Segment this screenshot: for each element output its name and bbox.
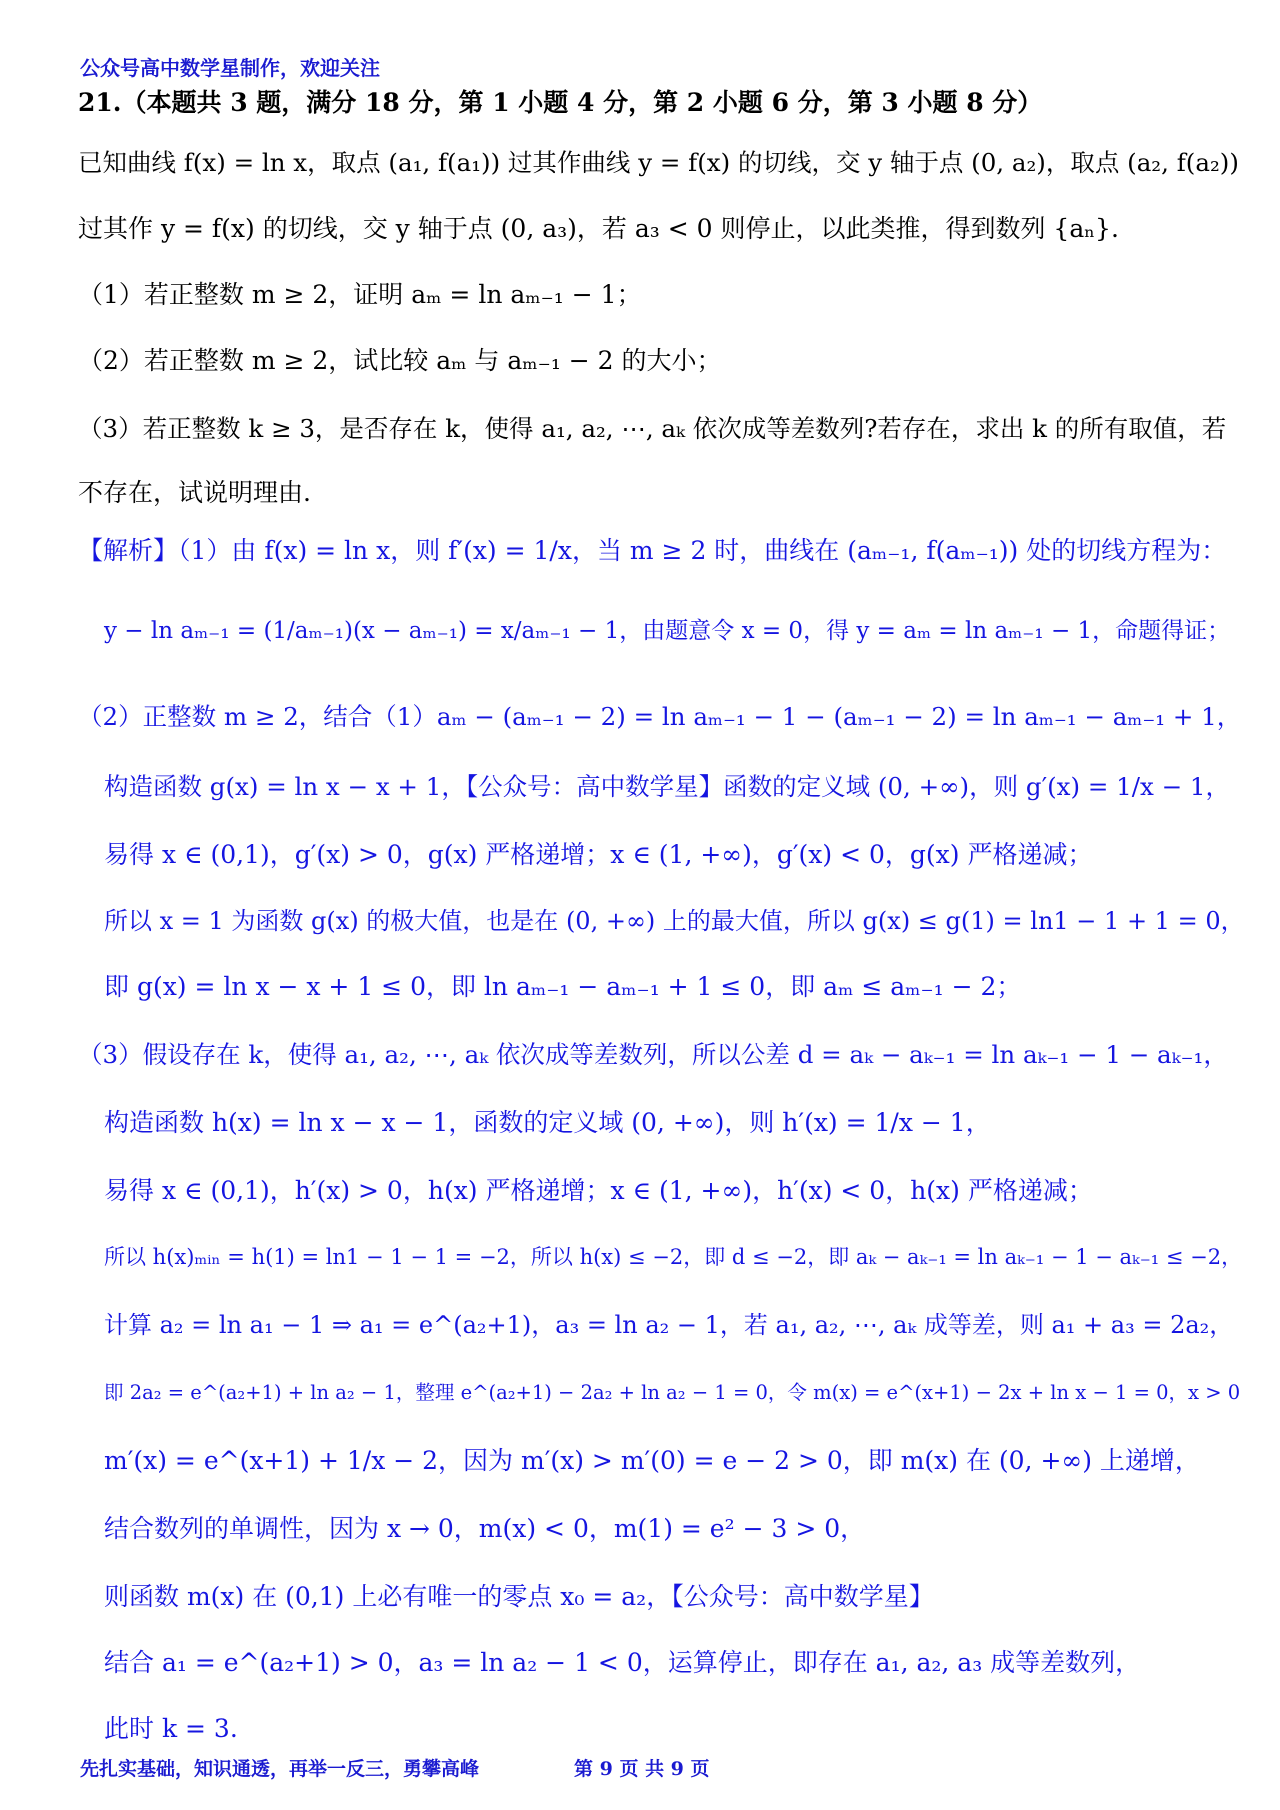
solution-line-17: 结合 a₁ = e^(a₂+1) > 0，a₃ = ln a₂ − 1 < 0，运算停止，即存在 a₁, a₂, a₃ 成等差数列， xyxy=(104,1648,1141,1677)
solution-line-12: 计算 a₂ = ln a₁ − 1 ⇒ a₁ = e^(a₂+1)，a₃ = ln a₂ − 1，若 a₁, a₂, ⋯, aₖ 成等差，则 a₁ + a₃ = 2a₂， xyxy=(104,1311,1234,1339)
question-3-line-1: （3）若正整数 k ≥ 3，是否存在 k，使得 a₁, a₂, ⋯, aₖ 依次成等差数列?若存在，求出 k 的所有取值，若 xyxy=(78,414,1227,443)
solution-line-7: 即 g(x) = ln x − x + 1 ≤ 0，即 ln aₘ₋₁ − aₘ₋₁ + 1 ≤ 0，即 aₘ ≤ aₘ₋₁ − 2； xyxy=(104,972,1022,1001)
solution-line-18: 此时 k = 3. xyxy=(104,1714,238,1743)
solution-line-8: （3）假设存在 k，使得 a₁, a₂, ⋯, aₖ 依次成等差数列，所以公差 d = aₖ − aₖ₋₁ = ln aₖ₋₁ − 1 − aₖ₋₁， xyxy=(78,1040,1228,1069)
solution-line-1: 【解析】（1）由 f(x) = ln x，则 f′(x) = 1/x，当 m ≥ 2 时，曲线在 (aₘ₋₁, f(aₘ₋₁)) 处的切线方程为： xyxy=(78,536,1227,565)
solution-line-15: 结合数列的单调性，因为 x → 0，m(x) < 0，m(1) = e² − 3 > 0， xyxy=(104,1514,866,1543)
solution-line-11: 所以 h(x)ₘᵢₙ = h(1) = ln1 − 1 − 1 = −2，所以 h(x) ≤ −2，即 d ≤ −2，即 aₖ − aₖ₋₁ = ln aₖ₋₁ − 1 − aₖ₋₁ ≤ −2， xyxy=(104,1245,1243,1269)
solution-line-3: （2）正整数 m ≥ 2，结合（1）aₘ − (aₘ₋₁ − 2) = ln aₘ₋₁ − 1 − (aₘ₋₁ − 2) = ln aₘ₋₁ − aₘ₋₁ + 1， xyxy=(78,702,1242,731)
solution-line-5: 易得 x ∈ (0,1)，g′(x) > 0，g(x) 严格递增；x ∈ (1, +∞)，g′(x) < 0，g(x) 严格递减； xyxy=(104,840,1093,869)
solution-line-16: 则函数 m(x) 在 (0,1) 上必有唯一的零点 x₀ = a₂，【公众号：高中数学星】 xyxy=(104,1582,934,1611)
problem-title: 21.（本题共 3 题，满分 18 分，第 1 小题 4 分，第 2 小题 6 分，第 3 小题 8 分） xyxy=(78,88,1043,117)
solution-line-14: m′(x) = e^(x+1) + 1/x − 2，因为 m′(x) > m′(0) = e − 2 > 0，即 m(x) 在 (0, +∞) 上递增， xyxy=(104,1446,1200,1475)
footer-page-number: 第 9 页 共 9 页 xyxy=(574,1758,710,1780)
problem-stem-line-2: 过其作 y = f(x) 的切线，交 y 轴于点 (0, a₃)，若 a₃ < 0 则停止，以此类推，得到数列 {aₙ}. xyxy=(78,214,1119,243)
page-header: 公众号高中数学星制作，欢迎关注 xyxy=(80,56,380,80)
solution-line-13: 即 2a₂ = e^(a₂+1) + ln a₂ − 1，整理 e^(a₂+1) − 2a₂ + ln a₂ − 1 = 0，令 m(x) = e^(x+1) − 2x + ln x − 1 = 0，x > 0 xyxy=(104,1381,1241,1404)
solution-line-2: y − ln aₘ₋₁ = (1/aₘ₋₁)(x − aₘ₋₁) = x/aₘ₋₁ − 1，由题意令 x = 0，得 y = aₘ = ln aₘ₋₁ − 1，命题得证； xyxy=(104,618,1231,644)
solution-line-9: 构造函数 h(x) = ln x − x − 1，函数的定义域 (0, +∞)，则 h′(x) = 1/x − 1， xyxy=(104,1108,991,1137)
question-2: （2）若正整数 m ≥ 2，试比较 aₘ 与 aₘ₋₁ − 2 的大小； xyxy=(78,346,722,375)
question-3-line-2: 不存在，试说明理由. xyxy=(78,478,311,507)
solution-line-6: 所以 x = 1 为函数 g(x) 的极大值，也是在 (0, +∞) 上的最大值，所以 g(x) ≤ g(1) = ln1 − 1 + 1 = 0， xyxy=(104,907,1245,935)
question-1: （1）若正整数 m ≥ 2，证明 aₘ = ln aₘ₋₁ − 1； xyxy=(78,280,642,309)
solution-line-10: 易得 x ∈ (0,1)，h′(x) > 0，h(x) 严格递增；x ∈ (1, +∞)，h′(x) < 0，h(x) 严格递减； xyxy=(104,1176,1093,1205)
solution-line-4: 构造函数 g(x) = ln x − x + 1，【公众号：高中数学星】函数的定义域 (0, +∞)，则 g′(x) = 1/x − 1， xyxy=(104,772,1231,801)
footer-motto: 先扎实基础，知识通透，再举一反三，勇攀高峰 xyxy=(80,1758,480,1780)
problem-stem-line-1: 已知曲线 f(x) = ln x，取点 (a₁, f(a₁)) 过其作曲线 y = f(x) 的切线，交 y 轴于点 (0, a₂)，取点 (a₂, f(a₂)) xyxy=(78,148,1239,177)
